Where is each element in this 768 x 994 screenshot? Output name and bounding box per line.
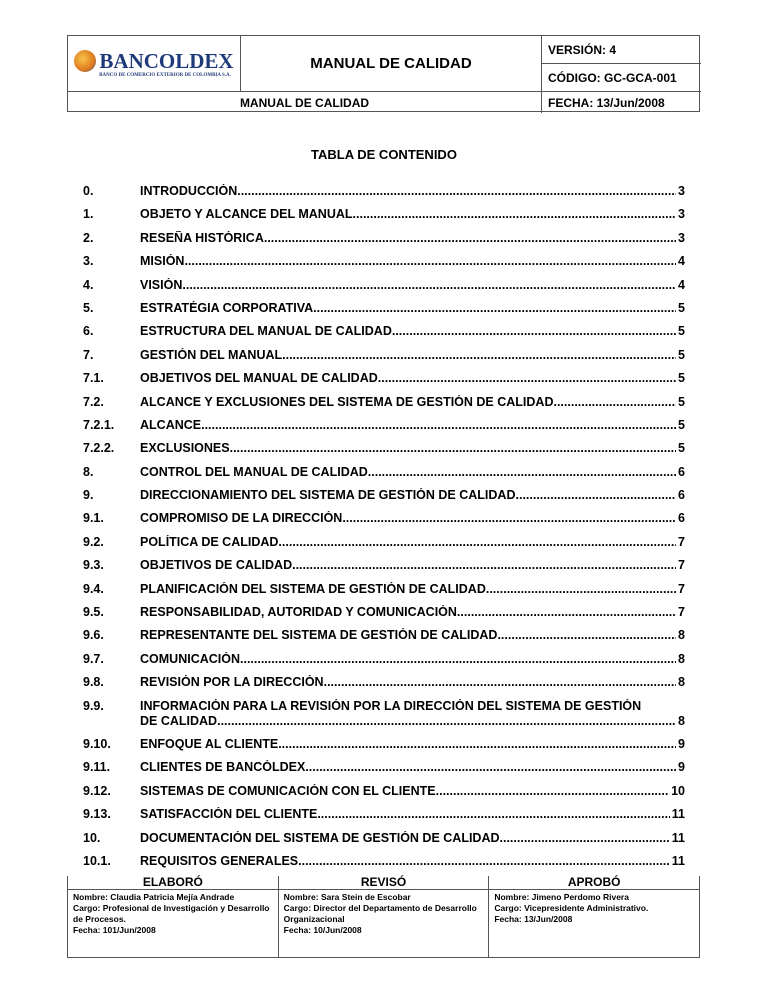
- toc-entry[interactable]: [83, 254, 685, 269]
- toc-page: 6: [678, 511, 685, 526]
- toc-entry[interactable]: [83, 231, 685, 246]
- leader-dots: [368, 465, 676, 480]
- toc-title: CLIENTES DE BANCÓLDEX: [140, 760, 306, 775]
- leader-dots: [298, 854, 670, 869]
- toc-title: COMPROMISO DE LA DIRECCIÓN: [140, 511, 343, 526]
- toc-number: 9.5.: [83, 605, 104, 620]
- toc-page: 7: [678, 534, 685, 549]
- toc-page: 5: [678, 441, 685, 456]
- toc-title: GESTIÓN DEL MANUAL: [140, 347, 283, 362]
- toc-entry[interactable]: [83, 558, 685, 573]
- leader-dots: [324, 675, 676, 690]
- toc-entry[interactable]: [83, 760, 685, 775]
- leader-dots: [230, 441, 676, 456]
- toc-title: DIRECCIONAMIENTO DEL SISTEMA DE GESTIÓN DE CALIDAD: [140, 488, 516, 503]
- toc-title-cont: DE CALIDAD: [140, 713, 218, 728]
- toc-number: 10.: [83, 830, 101, 845]
- toc-page: 5: [678, 394, 685, 409]
- toc-number: 9.4.: [83, 581, 104, 596]
- toc-entry[interactable]: [83, 652, 685, 667]
- toc-number: 0.: [83, 184, 94, 198]
- toc-page: 4: [678, 254, 685, 269]
- approval-line: Fecha: 101/Jun/2008: [73, 925, 156, 935]
- toc-number: 10.1.: [83, 853, 111, 868]
- toc-number: 9.6.: [83, 628, 104, 643]
- document-header: [67, 35, 700, 112]
- toc-page: 6: [678, 464, 685, 479]
- globe-icon: [74, 50, 96, 72]
- toc-entry[interactable]: [83, 301, 685, 316]
- toc-entry[interactable]: [83, 582, 685, 597]
- toc-number: 6.: [83, 324, 94, 339]
- toc-number: 3.: [83, 254, 94, 269]
- approval-column: [279, 876, 490, 957]
- approval-column: [68, 876, 279, 957]
- toc-title: EXCLUSIONES: [140, 441, 230, 456]
- leader-dots: [237, 184, 676, 199]
- toc-entry[interactable]: [83, 535, 685, 550]
- leader-dots: [264, 231, 676, 246]
- toc-entry[interactable]: [83, 807, 685, 822]
- toc-page: 11: [671, 830, 685, 845]
- toc-page: 11: [671, 807, 685, 822]
- toc-title: REPRESENTANTE DEL SISTEMA DE GESTIÓN DE CALIDAD: [140, 628, 498, 643]
- toc-title: REQUISITOS GENERALES: [140, 853, 299, 868]
- toc-number: 8.: [83, 464, 94, 479]
- toc-number: 9.2.: [83, 534, 104, 549]
- toc-title: RESEÑA HISTÓRICA: [140, 230, 264, 245]
- toc-entry[interactable]: [83, 184, 685, 199]
- approval-line: Nombre: Sara Stein de Escobar: [283, 892, 411, 902]
- toc-title: PLANIFICACIÓN DEL SISTEMA DE GESTIÓN DE CALIDAD: [140, 581, 486, 596]
- toc-number: 9.7.: [83, 651, 104, 666]
- toc-entry[interactable]: [83, 831, 685, 846]
- approval-column: [489, 876, 699, 957]
- toc-page: 4: [678, 277, 685, 292]
- toc-page: 5: [678, 371, 685, 386]
- toc-entry[interactable]: [83, 465, 685, 480]
- leader-dots: [486, 582, 676, 597]
- toc-page: 5: [678, 417, 685, 432]
- approval-line: Fecha: 10/Jun/2008: [283, 925, 362, 935]
- toc-title: ESTRATÉGIA CORPORATIVA: [140, 300, 314, 315]
- toc-entry[interactable]: [83, 371, 685, 386]
- leader-dots: [278, 535, 676, 550]
- toc-number: 9.8.: [83, 675, 104, 690]
- toc-page: 5: [678, 300, 685, 315]
- approval-line: Cargo: Director del Departamento de Desarrollo Organizacional: [283, 903, 477, 924]
- toc-page: 10: [671, 783, 685, 798]
- toc-number: 7.1.: [83, 371, 104, 386]
- toc-entry[interactable]: [83, 441, 685, 456]
- leader-dots: [436, 784, 669, 799]
- toc-number: 7.2.: [83, 394, 104, 409]
- toc-entry[interactable]: [83, 488, 685, 503]
- document-code: CÓDIGO: GC-GCA-001: [542, 64, 701, 92]
- approval-footer: [67, 876, 700, 958]
- logo-subtext: BANCO DE COMERCIO EXTERIOR DE COLOMBIA S.A.: [99, 72, 231, 78]
- toc-title: OBJETIVOS DEL MANUAL DE CALIDAD: [140, 371, 378, 386]
- toc-page: 7: [678, 605, 685, 620]
- toc-entry[interactable]: [83, 699, 685, 729]
- toc-entry[interactable]: [83, 324, 685, 339]
- toc-entry[interactable]: [83, 348, 685, 363]
- leader-dots: [553, 395, 676, 410]
- toc-number: 9.12.: [83, 783, 111, 798]
- leader-dots: [292, 558, 676, 573]
- toc-page: 5: [678, 324, 685, 339]
- document-date: FECHA: 13/Jun/2008: [548, 95, 665, 110]
- toc-entry[interactable]: [83, 784, 685, 799]
- toc-page: 7: [678, 581, 685, 596]
- toc-entry[interactable]: [83, 675, 685, 690]
- toc-page: 3: [678, 184, 685, 198]
- toc-entry[interactable]: [83, 854, 685, 869]
- toc-number: 9.10.: [83, 736, 111, 751]
- leader-dots: [392, 324, 676, 339]
- toc-entry[interactable]: [83, 207, 685, 222]
- toc-number: 7.2.2.: [83, 441, 115, 456]
- leader-dots: [305, 760, 676, 775]
- toc-page: 8: [678, 628, 685, 643]
- toc-entry[interactable]: [83, 605, 685, 620]
- toc-title: MISIÓN: [140, 254, 185, 269]
- leader-dots: [217, 714, 676, 729]
- leader-dots: [240, 652, 676, 667]
- toc-number: 4.: [83, 277, 94, 292]
- toc-number: 9.9.: [83, 698, 104, 713]
- toc-title: ALCANCE: [140, 417, 202, 432]
- approval-line: Fecha: 13/Jun/2008: [494, 914, 573, 924]
- toc-title: RESPONSABILIDAD, AUTORIDAD Y COMUNICACIÓN: [140, 605, 457, 620]
- toc-title: DOCUMENTACIÓN DEL SISTEMA DE GESTIÓN DE CALIDAD: [140, 830, 500, 845]
- toc-number: 9.3.: [83, 558, 104, 573]
- leader-dots: [342, 511, 676, 526]
- toc-page: 9: [678, 760, 685, 775]
- toc-number: 9.11.: [83, 760, 111, 775]
- toc-title: SATISFACCIÓN DEL CLIENTE: [140, 807, 318, 822]
- toc-title: INTRODUCCIÓN: [140, 184, 238, 198]
- toc-title: REVISIÓN POR LA DIRECCIÓN: [140, 675, 324, 690]
- toc-page: 8: [678, 675, 685, 690]
- leader-dots: [378, 371, 676, 386]
- leader-dots: [457, 605, 676, 620]
- toc-number: 7.2.1.: [83, 417, 115, 432]
- toc-number: 9.13.: [83, 807, 111, 822]
- document-subtitle: MANUAL DE CALIDAD: [68, 92, 542, 113]
- toc-title: ESTRUCTURA DEL MANUAL DE CALIDAD: [140, 324, 392, 339]
- toc-title: VISIÓN: [140, 277, 183, 292]
- toc-page: 3: [678, 230, 685, 245]
- toc-number: 9.1.: [83, 511, 104, 526]
- logo-text: BANCOLDEX: [99, 48, 234, 73]
- toc-title: OBJETO Y ALCANCE DEL MANUAL: [140, 207, 353, 222]
- table-of-contents: [83, 184, 685, 877]
- toc-page: 6: [678, 488, 685, 503]
- toc-title: CONTROL DEL MANUAL DE CALIDAD: [140, 464, 368, 479]
- leader-dots: [353, 207, 677, 222]
- toc-title: OBJETIVOS DE CALIDAD: [140, 558, 293, 573]
- toc-title: INFORMACIÓN PARA LA REVISIÓN POR LA DIRECCIÓN DEL SISTEMA DE GESTIÓN: [140, 698, 642, 713]
- toc-page: 8: [678, 713, 685, 728]
- approval-line: Cargo: Profesional de Investigación y Desarrollo de Procesos.: [73, 903, 270, 924]
- leader-dots: [184, 254, 676, 269]
- toc-entry[interactable]: [83, 418, 685, 433]
- toc-entry[interactable]: [83, 278, 685, 293]
- toc-number: 5.: [83, 300, 94, 315]
- approval-heading: ELABORÓ: [68, 876, 278, 890]
- leader-dots: [282, 348, 676, 363]
- toc-entry[interactable]: [83, 628, 685, 643]
- toc-number: 1.: [83, 207, 94, 222]
- approval-line: Nombre: Claudia Patricia Mejía Andrade: [73, 892, 235, 902]
- toc-heading: TABLA DE CONTENIDO: [311, 147, 457, 162]
- toc-page: 9: [678, 736, 685, 751]
- toc-number: 2.: [83, 230, 94, 245]
- toc-page: 5: [678, 347, 685, 362]
- approval-line: Nombre: Jimeno Perdomo Rivera: [494, 892, 629, 902]
- approval-heading: REVISÓ: [279, 876, 489, 890]
- leader-dots: [313, 301, 676, 316]
- leader-dots: [317, 807, 669, 822]
- leader-dots: [278, 737, 676, 752]
- leader-dots: [497, 628, 676, 643]
- toc-number: 7.: [83, 347, 94, 362]
- document-title: MANUAL DE CALIDAD: [241, 36, 542, 92]
- toc-entry[interactable]: [83, 511, 685, 526]
- leader-dots: [516, 488, 677, 503]
- bancoldex-logo: [68, 36, 241, 92]
- toc-page: 7: [678, 558, 685, 573]
- toc-entry[interactable]: [83, 737, 685, 752]
- toc-entry[interactable]: [83, 395, 685, 410]
- toc-title: COMUNICACIÓN: [140, 651, 240, 666]
- toc-page: 8: [678, 651, 685, 666]
- toc-page: 11: [671, 853, 685, 868]
- toc-number: 9.: [83, 488, 94, 503]
- toc-title: ENFOQUE AL CLIENTE: [140, 736, 279, 751]
- leader-dots: [201, 418, 676, 433]
- version: VERSIÓN: 4: [542, 36, 701, 64]
- toc-page: 3: [678, 207, 685, 222]
- toc-title: POLÍTICA DE CALIDAD: [140, 534, 279, 549]
- toc-title: ALCANCE Y EXCLUSIONES DEL SISTEMA DE GESTIÓN DE CALIDAD: [140, 394, 554, 409]
- leader-dots: [500, 831, 670, 846]
- approval-heading: APROBÓ: [489, 876, 699, 890]
- approval-line: Cargo: Vicepresidente Administrativo.: [494, 903, 649, 913]
- toc-title: SISTEMAS DE COMUNICACIÓN CON EL CLIENTE: [140, 783, 436, 798]
- leader-dots: [182, 278, 676, 293]
